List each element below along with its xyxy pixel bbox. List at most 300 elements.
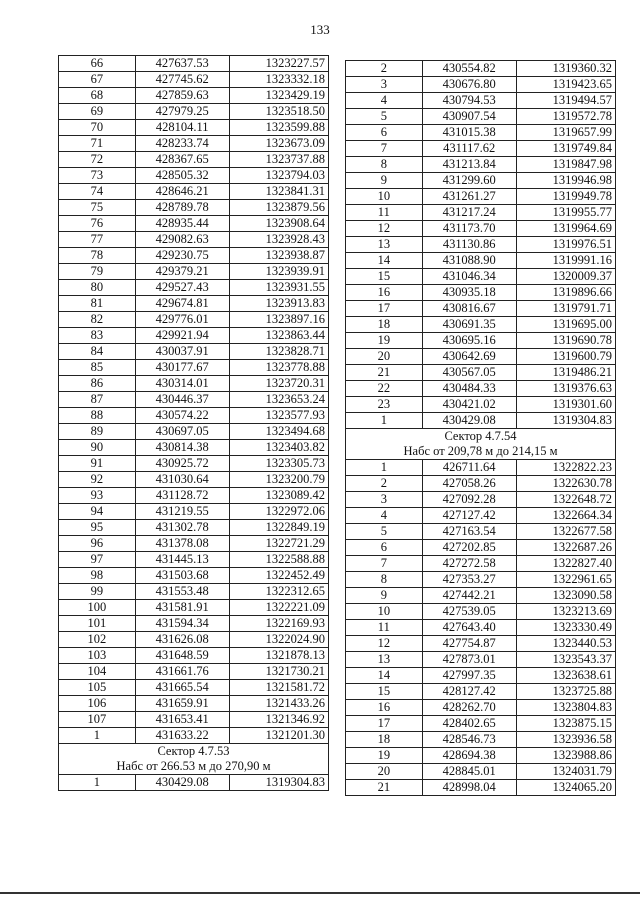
y-coordinate: 1323875.15: [516, 716, 615, 732]
point-number: 19: [346, 748, 423, 764]
x-coordinate: 428127.42: [422, 684, 516, 700]
x-coordinate: 430446.37: [135, 392, 229, 408]
y-coordinate: 1319847.98: [516, 157, 615, 173]
y-coordinate: 1319301.60: [516, 397, 615, 413]
y-coordinate: 1319690.78: [516, 333, 615, 349]
x-coordinate: 430429.08: [422, 413, 516, 429]
table-row: [59, 616, 329, 632]
y-coordinate: 1319749.84: [516, 141, 615, 157]
point-number: 72: [59, 152, 136, 168]
point-number: 23: [346, 397, 423, 413]
point-number: 2: [346, 61, 423, 77]
right-coordinate-table: [345, 60, 616, 796]
table-row: [59, 584, 329, 600]
y-coordinate: 1323778.88: [229, 360, 328, 376]
y-coordinate: 1319991.16: [516, 253, 615, 269]
y-coordinate: 1323673.09: [229, 136, 328, 152]
table-row: [59, 680, 329, 696]
right-after-rows: [346, 460, 616, 796]
y-coordinate: 1319360.32: [516, 61, 615, 77]
point-number: 1: [59, 775, 136, 791]
section-subtitle: Набс от 266.53 м до 270,90 м: [59, 759, 329, 775]
table-row: [59, 440, 329, 456]
y-coordinate: 1323577.93: [229, 408, 328, 424]
table-row: [59, 88, 329, 104]
x-coordinate: 431445.13: [135, 552, 229, 568]
table-row: [346, 93, 616, 109]
y-coordinate: 1322221.09: [229, 600, 328, 616]
point-number: 94: [59, 504, 136, 520]
x-coordinate: 431088.90: [422, 253, 516, 269]
y-coordinate: 1322687.26: [516, 540, 615, 556]
table-row: [346, 333, 616, 349]
y-coordinate: 1322648.72: [516, 492, 615, 508]
y-coordinate: 1319572.78: [516, 109, 615, 125]
table-row: [346, 365, 616, 381]
x-coordinate: 428789.78: [135, 200, 229, 216]
y-coordinate: 1321433.26: [229, 696, 328, 712]
point-number: 16: [346, 285, 423, 301]
x-coordinate: 428262.70: [422, 700, 516, 716]
x-coordinate: 431299.60: [422, 173, 516, 189]
point-number: 68: [59, 88, 136, 104]
table-row: [59, 504, 329, 520]
y-coordinate: 1323928.43: [229, 232, 328, 248]
y-coordinate: 1319304.83: [229, 775, 328, 791]
y-coordinate: 1323213.69: [516, 604, 615, 620]
y-coordinate: 1323332.18: [229, 72, 328, 88]
point-number: 67: [59, 72, 136, 88]
table-row: [59, 280, 329, 296]
table-row: [346, 540, 616, 556]
point-number: 81: [59, 296, 136, 312]
point-number: 105: [59, 680, 136, 696]
point-number: 3: [346, 77, 423, 93]
table-row: [346, 716, 616, 732]
table-row: [59, 472, 329, 488]
table-row: [346, 349, 616, 365]
x-coordinate: 427163.54: [422, 524, 516, 540]
x-coordinate: 427272.58: [422, 556, 516, 572]
y-coordinate: 1319494.57: [516, 93, 615, 109]
x-coordinate: 431213.84: [422, 157, 516, 173]
x-coordinate: 430554.82: [422, 61, 516, 77]
y-coordinate: 1319486.21: [516, 365, 615, 381]
y-coordinate: 1323737.88: [229, 152, 328, 168]
y-coordinate: 1319976.51: [516, 237, 615, 253]
table-row: [346, 684, 616, 700]
table-row: [346, 732, 616, 748]
x-coordinate: 430676.80: [422, 77, 516, 93]
point-number: 8: [346, 157, 423, 173]
y-coordinate: 1323863.44: [229, 328, 328, 344]
table-row: [59, 56, 329, 72]
section-subheader-row: [346, 444, 616, 460]
y-coordinate: 1323200.79: [229, 472, 328, 488]
point-number: 95: [59, 520, 136, 536]
table-row: [59, 648, 329, 664]
table-row: [346, 61, 616, 77]
y-coordinate: 1322169.93: [229, 616, 328, 632]
table-row: [59, 520, 329, 536]
table-row: [59, 328, 329, 344]
y-coordinate: 1322961.65: [516, 572, 615, 588]
point-number: 4: [346, 508, 423, 524]
point-number: 5: [346, 109, 423, 125]
x-coordinate: 428546.73: [422, 732, 516, 748]
x-coordinate: 431503.68: [135, 568, 229, 584]
table-row: [59, 344, 329, 360]
table-row: [346, 317, 616, 333]
y-coordinate: 1323653.24: [229, 392, 328, 408]
point-number: 66: [59, 56, 136, 72]
point-number: 89: [59, 424, 136, 440]
x-coordinate: 430421.02: [422, 397, 516, 413]
x-coordinate: 431633.22: [135, 728, 229, 744]
x-coordinate: 430907.54: [422, 109, 516, 125]
table-row: [346, 700, 616, 716]
x-coordinate: 426711.64: [422, 460, 516, 476]
point-number: 76: [59, 216, 136, 232]
table-row: [59, 168, 329, 184]
point-number: 9: [346, 173, 423, 189]
x-coordinate: 427058.26: [422, 476, 516, 492]
y-coordinate: 1323543.37: [516, 652, 615, 668]
point-number: 3: [346, 492, 423, 508]
point-number: 2: [346, 476, 423, 492]
point-number: 97: [59, 552, 136, 568]
table-row: [59, 600, 329, 616]
table-row: [346, 205, 616, 221]
point-number: 74: [59, 184, 136, 200]
point-number: 92: [59, 472, 136, 488]
y-coordinate: 1319657.99: [516, 125, 615, 141]
y-coordinate: 1319949.78: [516, 189, 615, 205]
y-coordinate: 1319376.63: [516, 381, 615, 397]
section-title: Сектор 4.7.54: [346, 429, 616, 445]
table-row: [346, 524, 616, 540]
y-coordinate: 1321730.21: [229, 664, 328, 680]
page-number: 133: [310, 22, 330, 37]
y-coordinate: 1323403.82: [229, 440, 328, 456]
x-coordinate: 430697.05: [135, 424, 229, 440]
point-number: 104: [59, 664, 136, 680]
point-number: 93: [59, 488, 136, 504]
point-number: 86: [59, 376, 136, 392]
table-row: [346, 237, 616, 253]
y-coordinate: 1319964.69: [516, 221, 615, 237]
x-coordinate: 427997.35: [422, 668, 516, 684]
x-coordinate: 431626.08: [135, 632, 229, 648]
table-row: [346, 381, 616, 397]
point-number: 20: [346, 764, 423, 780]
table-row: [346, 125, 616, 141]
table-row: [346, 269, 616, 285]
table-row: [59, 120, 329, 136]
point-number: 14: [346, 668, 423, 684]
y-coordinate: 1323089.42: [229, 488, 328, 504]
x-coordinate: 429379.21: [135, 264, 229, 280]
y-coordinate: 1322827.40: [516, 556, 615, 572]
point-number: 96: [59, 536, 136, 552]
point-number: 103: [59, 648, 136, 664]
table-row: [346, 492, 616, 508]
y-coordinate: 1323429.19: [229, 88, 328, 104]
point-number: 22: [346, 381, 423, 397]
x-coordinate: 427643.40: [422, 620, 516, 636]
y-coordinate: 1323938.87: [229, 248, 328, 264]
x-coordinate: 431261.27: [422, 189, 516, 205]
x-coordinate: 427092.28: [422, 492, 516, 508]
point-number: 8: [346, 572, 423, 588]
point-number: 18: [346, 732, 423, 748]
x-coordinate: 431553.48: [135, 584, 229, 600]
table-row: [59, 712, 329, 728]
point-number: 10: [346, 189, 423, 205]
x-coordinate: 430567.05: [422, 365, 516, 381]
y-coordinate: 1323897.16: [229, 312, 328, 328]
table-row: [59, 360, 329, 376]
point-number: 11: [346, 205, 423, 221]
point-number: 91: [59, 456, 136, 472]
y-coordinate: 1322721.29: [229, 536, 328, 552]
point-number: 1: [346, 413, 423, 429]
table-row: [59, 456, 329, 472]
point-number: 80: [59, 280, 136, 296]
x-coordinate: 431581.91: [135, 600, 229, 616]
table-row: [346, 652, 616, 668]
y-coordinate: 1322664.34: [516, 508, 615, 524]
x-coordinate: 428935.44: [135, 216, 229, 232]
x-coordinate: 431173.70: [422, 221, 516, 237]
table-row: [59, 552, 329, 568]
table-row: [346, 556, 616, 572]
x-coordinate: 429921.94: [135, 328, 229, 344]
y-coordinate: 1323599.88: [229, 120, 328, 136]
table-row: [59, 392, 329, 408]
x-coordinate: 427442.21: [422, 588, 516, 604]
x-coordinate: 429082.63: [135, 232, 229, 248]
point-number: 14: [346, 253, 423, 269]
table-row: [346, 253, 616, 269]
x-coordinate: 427202.85: [422, 540, 516, 556]
y-coordinate: 1321201.30: [229, 728, 328, 744]
point-number: 4: [346, 93, 423, 109]
table-row: [59, 296, 329, 312]
x-coordinate: 427353.27: [422, 572, 516, 588]
y-coordinate: 1323494.68: [229, 424, 328, 440]
point-number: 85: [59, 360, 136, 376]
y-coordinate: 1323939.91: [229, 264, 328, 280]
point-number: 101: [59, 616, 136, 632]
table-row: [346, 109, 616, 125]
y-coordinate: 1323720.31: [229, 376, 328, 392]
y-coordinate: 1323440.53: [516, 636, 615, 652]
point-number: 20: [346, 349, 423, 365]
x-coordinate: 430484.33: [422, 381, 516, 397]
point-number: 5: [346, 524, 423, 540]
x-coordinate: 431594.34: [135, 616, 229, 632]
point-number: 9: [346, 588, 423, 604]
table-row: [346, 572, 616, 588]
point-number: 15: [346, 269, 423, 285]
point-number: 106: [59, 696, 136, 712]
table-row: [59, 152, 329, 168]
table-row: [346, 588, 616, 604]
table-row: [59, 312, 329, 328]
table-row: [59, 264, 329, 280]
x-coordinate: 428402.65: [422, 716, 516, 732]
x-coordinate: 427873.01: [422, 652, 516, 668]
point-number: 6: [346, 125, 423, 141]
point-number: 7: [346, 141, 423, 157]
table-row: [59, 568, 329, 584]
table-row: [59, 408, 329, 424]
y-coordinate: 1319791.71: [516, 301, 615, 317]
table-row: [346, 413, 616, 429]
y-coordinate: 1322972.06: [229, 504, 328, 520]
table-row: [346, 508, 616, 524]
y-coordinate: 1323879.56: [229, 200, 328, 216]
point-number: 21: [346, 365, 423, 381]
point-number: 19: [346, 333, 423, 349]
table-row: [59, 136, 329, 152]
table-row: [346, 476, 616, 492]
y-coordinate: 1323090.58: [516, 588, 615, 604]
y-coordinate: 1319955.77: [516, 205, 615, 221]
table-row: [346, 748, 616, 764]
point-number: 18: [346, 317, 423, 333]
x-coordinate: 427979.25: [135, 104, 229, 120]
x-coordinate: 427637.53: [135, 56, 229, 72]
point-number: 88: [59, 408, 136, 424]
point-number: 1: [59, 728, 136, 744]
y-coordinate: 1323841.31: [229, 184, 328, 200]
x-coordinate: 431659.91: [135, 696, 229, 712]
table-row: [59, 728, 329, 744]
point-number: 1: [346, 460, 423, 476]
x-coordinate: 429776.01: [135, 312, 229, 328]
point-number: 78: [59, 248, 136, 264]
x-coordinate: 431117.62: [422, 141, 516, 157]
y-coordinate: 1319600.79: [516, 349, 615, 365]
y-coordinate: 1324031.79: [516, 764, 615, 780]
x-coordinate: 431661.76: [135, 664, 229, 680]
y-coordinate: 1322452.49: [229, 568, 328, 584]
x-coordinate: 431130.86: [422, 237, 516, 253]
table-row: [346, 173, 616, 189]
table-row: [346, 141, 616, 157]
right-rows: [346, 61, 616, 429]
x-coordinate: 430037.91: [135, 344, 229, 360]
y-coordinate: 1323330.49: [516, 620, 615, 636]
y-coordinate: 1320009.37: [516, 269, 615, 285]
point-number: 13: [346, 237, 423, 253]
table-row: [59, 424, 329, 440]
y-coordinate: 1321346.92: [229, 712, 328, 728]
section-title: Сектор 4.7.53: [59, 744, 329, 760]
point-number: 75: [59, 200, 136, 216]
y-coordinate: 1323988.86: [516, 748, 615, 764]
x-coordinate: 430642.69: [422, 349, 516, 365]
table-row: [346, 77, 616, 93]
point-number: 21: [346, 780, 423, 796]
x-coordinate: 430574.22: [135, 408, 229, 424]
table-row: [346, 636, 616, 652]
table-row: [346, 780, 616, 796]
left-rows: [59, 56, 329, 744]
y-coordinate: 1323913.83: [229, 296, 328, 312]
point-number: 12: [346, 221, 423, 237]
y-coordinate: 1323828.71: [229, 344, 328, 360]
y-coordinate: 1319423.65: [516, 77, 615, 93]
y-coordinate: 1319896.66: [516, 285, 615, 301]
x-coordinate: 431046.34: [422, 269, 516, 285]
x-coordinate: 429230.75: [135, 248, 229, 264]
y-coordinate: 1322849.19: [229, 520, 328, 536]
table-row: [59, 104, 329, 120]
x-coordinate: 430925.72: [135, 456, 229, 472]
x-coordinate: 427127.42: [422, 508, 516, 524]
table-row: [59, 488, 329, 504]
section-subheader-row: [59, 759, 329, 775]
y-coordinate: 1323804.83: [516, 700, 615, 716]
y-coordinate: 1323305.73: [229, 456, 328, 472]
point-number: 82: [59, 312, 136, 328]
y-coordinate: 1323936.58: [516, 732, 615, 748]
y-coordinate: 1322822.23: [516, 460, 615, 476]
x-coordinate: 430695.16: [422, 333, 516, 349]
point-number: 87: [59, 392, 136, 408]
point-number: 73: [59, 168, 136, 184]
x-coordinate: 428646.21: [135, 184, 229, 200]
table-row: [59, 632, 329, 648]
point-number: 16: [346, 700, 423, 716]
point-number: 10: [346, 604, 423, 620]
point-number: 6: [346, 540, 423, 556]
x-coordinate: 429674.81: [135, 296, 229, 312]
left-after-rows: [59, 775, 329, 791]
x-coordinate: 430177.67: [135, 360, 229, 376]
table-row: [59, 664, 329, 680]
table-row: [346, 668, 616, 684]
point-number: 69: [59, 104, 136, 120]
table-row: [59, 216, 329, 232]
y-coordinate: 1323518.50: [229, 104, 328, 120]
table-row: [59, 72, 329, 88]
point-number: 7: [346, 556, 423, 572]
bottom-border-line: [0, 892, 640, 894]
table-row: [346, 189, 616, 205]
y-coordinate: 1323794.03: [229, 168, 328, 184]
y-coordinate: 1322312.65: [229, 584, 328, 600]
y-coordinate: 1319946.98: [516, 173, 615, 189]
point-number: 83: [59, 328, 136, 344]
left-coordinate-table: [58, 55, 329, 791]
x-coordinate: 428998.04: [422, 780, 516, 796]
x-coordinate: 428367.65: [135, 152, 229, 168]
table-row: [346, 764, 616, 780]
x-coordinate: 428104.11: [135, 120, 229, 136]
point-number: 17: [346, 716, 423, 732]
table-row: [346, 157, 616, 173]
x-coordinate: 427539.05: [422, 604, 516, 620]
point-number: 17: [346, 301, 423, 317]
point-number: 77: [59, 232, 136, 248]
x-coordinate: 431653.41: [135, 712, 229, 728]
x-coordinate: 430691.35: [422, 317, 516, 333]
y-coordinate: 1322024.90: [229, 632, 328, 648]
